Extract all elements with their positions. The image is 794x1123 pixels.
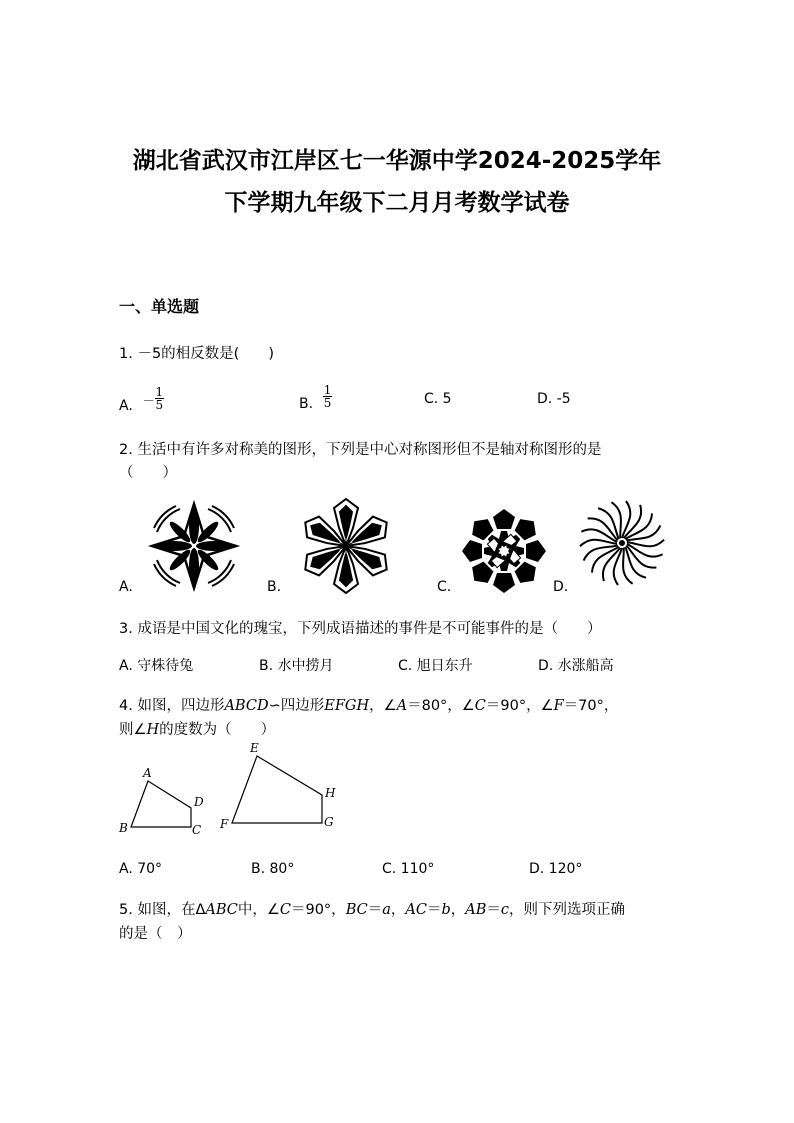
q1-a-label: A. [119,398,133,414]
label-e: E [250,741,259,755]
q3-option-d: D. 水涨船高 [538,658,614,674]
q4-text: ∽四边形 [268,698,325,714]
q1-stem: 1. －5的相反数是( ) [119,346,274,362]
q5-text: ＝90°， [290,902,346,918]
label-c: C [192,823,202,837]
q5-text: ＝ [367,902,383,918]
q4-stem-line2 [119,718,275,739]
q5-text: ＝ [486,902,501,918]
q4-option-c: C. 110° [382,861,435,877]
q5-abc: ABC [205,902,238,918]
q5-text: 5. 如图，在 [119,902,196,918]
q4-text: 4. 如图，四边形 [119,698,225,714]
q5-b: b [441,902,451,918]
q1-b-fraction [323,384,332,409]
q4-text: ＝70°， [563,698,619,714]
q3-stem: 3. 成语是中国文化的瑰宝，下列成语描述的事件是不可能事件的是（ ） [119,621,602,637]
q4-option-a: A. 70° [119,861,163,877]
q2-figure-b [290,497,402,595]
q1-option-a [119,384,164,414]
q2-figure-c [457,508,551,594]
q4-text: ，∠ [369,698,397,714]
q4-text: 的度数为（ ） [159,722,276,738]
q5-c: c [500,902,510,918]
q2-paren: （ ） [119,465,177,481]
q4-angle-h: H [146,722,160,738]
q1-a-numerator: 1 [155,385,164,399]
section-heading: 一、单选题 [119,297,200,316]
q5-stem-line2: 的是（ ） [119,926,192,942]
q4-abcd: ABCD [224,698,269,714]
label-h: H [325,786,336,800]
q3-option-b: B. 水中捞月 [259,658,334,674]
q5-text: ＝ [426,902,442,918]
quadrilateral-efgh [232,756,322,823]
q5-delta: Δ [195,902,206,918]
q1-a-fraction [155,386,164,411]
q4-figure [114,740,344,840]
q5-text: ， [390,902,406,918]
q5-ac: AC [405,902,427,918]
label-g: G [324,815,334,829]
q4-text: 则∠ [119,722,147,738]
q5-bc: BC [345,902,368,918]
label-b: B [119,821,128,835]
q3-option-a: A. 守株待兔 [119,658,194,674]
q1-option-b [299,382,332,412]
q1-b-numerator: 1 [323,383,332,397]
q4-efgh: EFGH [324,698,370,714]
q5-text: ，则下列选项正确 [509,902,626,918]
q2-stem: 2. 生活中有许多对称美的图形，下列是中心对称图形但不是轴对称图形的是 [119,442,602,458]
q1-b-denominator: 5 [323,396,332,410]
q4-angle-f: F [553,698,564,714]
q1-a-denominator: 5 [155,398,164,412]
q5-text: ， [450,902,466,918]
q2-figure-d [576,497,668,589]
page-title-line1: 湖北省武汉市江岸区七一华源中学2024-2025学年 [132,148,662,174]
q4-option-d: D. 120° [529,861,583,877]
label-d: D [194,795,204,809]
q1-option-c: C. 5 [424,391,452,407]
q4-angle-c: C [474,698,486,714]
q5-ab: AB [465,902,487,918]
q4-option-b: B. 80° [251,861,295,877]
q1-b-label: B. [299,396,314,412]
q2-option-a: A. [119,579,133,595]
q5-a: a [382,902,391,918]
label-a: A [143,766,152,780]
q4-text: ＝80°，∠ [407,698,475,714]
q2-option-d: D. [553,579,569,595]
page-title-line2: 下学期九年级下二月月考数学试卷 [224,190,570,216]
q5-text: 中，∠ [237,902,280,918]
q2-option-c: C. [437,579,452,595]
q5-stem-line1 [119,898,625,919]
q1-a-sign: － [142,394,155,408]
label-f: F [220,817,229,831]
q2-option-b: B. [267,579,282,595]
quadrilateral-abcd [131,781,191,827]
q1-option-d: D. -5 [537,391,571,407]
q2-figure-a [144,500,244,592]
q5-angle-c: C [279,902,291,918]
q4-stem-line1 [119,694,618,715]
q4-text: ＝90°，∠ [485,698,554,714]
q3-option-c: C. 旭日东升 [398,658,473,674]
q4-angle-a: A [396,698,408,714]
